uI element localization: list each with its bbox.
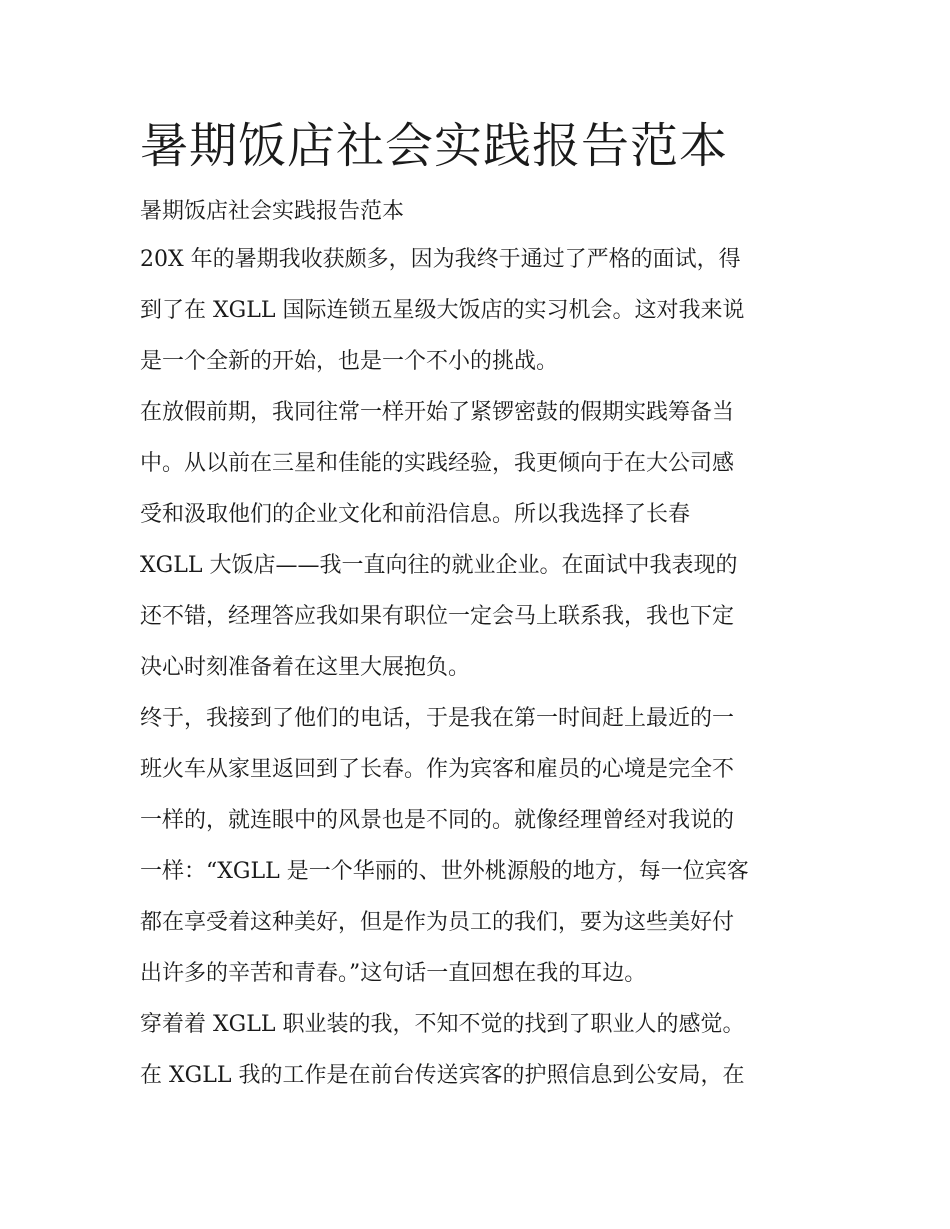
body-line: 穿着着 XGLL 职业装的我，不知不觉的找到了职业人的感觉。 — [140, 1012, 745, 1037]
body-line: 受和汲取他们的企业文化和前沿信息。所以我选择了长春 — [140, 502, 691, 527]
document-title: 暑期饭店社会实践报告范本 — [140, 118, 729, 174]
body-line: 都在享受着这种美好，但是作为员工的我们，要为这些美好付 — [140, 910, 735, 935]
body-line: 在 XGLL 我的工作是在前台传送宾客的护照信息到公安局，在 — [140, 1063, 745, 1088]
document-subtitle: 暑期饭店社会实践报告范本 — [140, 199, 405, 224]
body-line: 20X 年的暑期我收获颇多，因为我终于通过了严格的面试，得 — [140, 247, 741, 272]
body-line: 出许多的辛苦和青春。”这句话一直回想在我的耳边。 — [140, 961, 647, 986]
body-line: 终于，我接到了他们的电话，于是我在第一时间赶上最近的一 — [140, 706, 735, 731]
body-line: 在放假前期，我同往常一样开始了紧锣密鼓的假期实践筹备当 — [140, 400, 735, 425]
body-line: 还不错，经理答应我如果有职位一定会马上联系我，我也下定 — [140, 604, 735, 629]
body-line: 是一个全新的开始，也是一个不小的挑战。 — [140, 349, 559, 374]
body-line: 一样的，就连眼中的风景也是不同的。就像经理曾经对我说的 — [140, 808, 735, 833]
body-line: 决心时刻准备着在这里大展抱负。 — [140, 655, 471, 680]
document-body — [140, 234, 820, 1101]
body-line: 到了在 XGLL 国际连锁五星级大饭店的实习机会。这对我来说 — [140, 298, 745, 323]
body-line: 中。从以前在三星和佳能的实践经验，我更倾向于在大公司感 — [140, 451, 735, 476]
body-line: 一样：“XGLL 是一个华丽的、世外桃源般的地方，每一位宾客 — [140, 859, 749, 884]
document-page — [140, 110, 820, 1101]
body-line: 班火车从家里返回到了长春。作为宾客和雇员的心境是完全不 — [140, 757, 735, 782]
body-line: XGLL 大饭店——我一直向往的就业企业。在面试中我表现的 — [140, 553, 738, 578]
